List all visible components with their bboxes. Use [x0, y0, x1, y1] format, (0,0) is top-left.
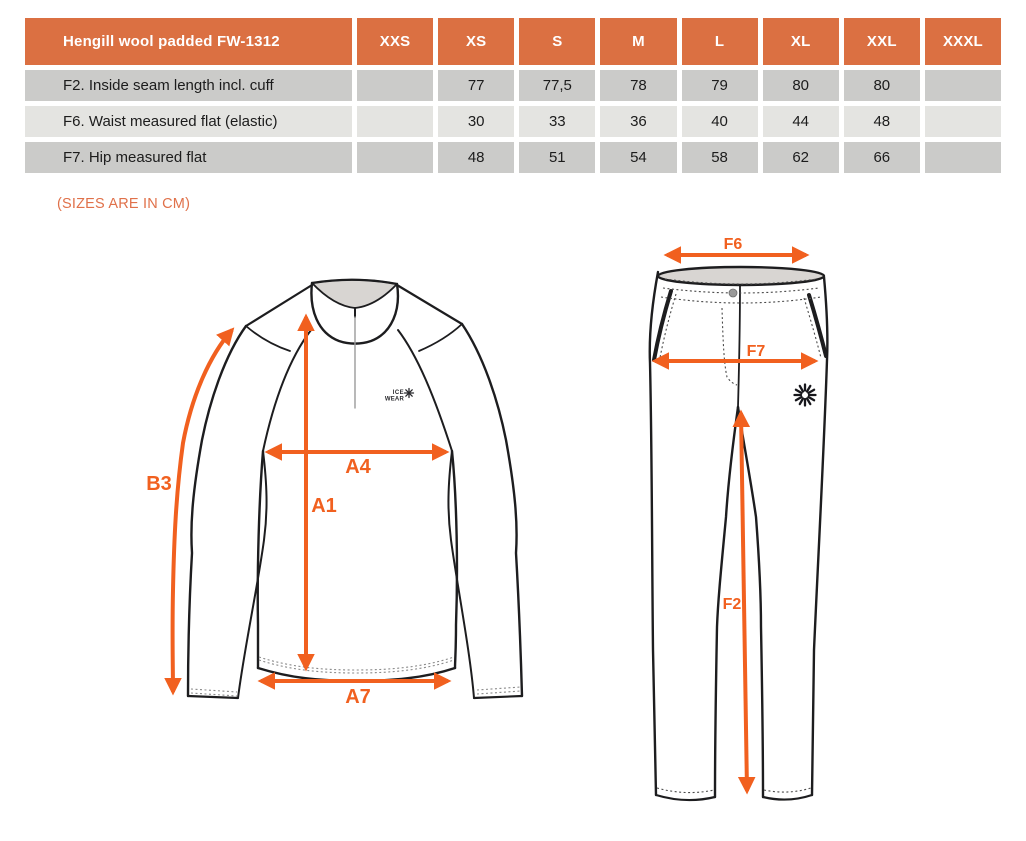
pants-diagram — [610, 230, 870, 830]
size-value-cell: 51 — [519, 142, 595, 173]
waist-button — [729, 289, 737, 297]
arrow-f2 — [741, 413, 747, 791]
sweater-diagram — [140, 240, 560, 720]
left-pocket-opening — [654, 291, 671, 360]
size-value-cell: 80 — [844, 70, 920, 101]
size-column-header-xxs: XXS — [357, 18, 433, 65]
measurement-label: F2. Inside seam length incl. cuff — [25, 70, 352, 101]
size-value-cell: 77,5 — [519, 70, 595, 101]
size-value-cell — [357, 142, 433, 173]
size-value-cell — [925, 142, 1001, 173]
logo-text-wear: WEAR — [384, 396, 404, 403]
size-column-header-xxxl: XXXL — [925, 18, 1001, 65]
size-value-cell: 40 — [682, 106, 758, 137]
logo-text-ice: ICE — [392, 390, 404, 396]
waistband-opening — [658, 267, 824, 285]
size-column-header-xs: XS — [438, 18, 514, 65]
size-value-cell: 80 — [763, 70, 839, 101]
product-name-header: Hengill wool padded FW-1312 — [25, 18, 352, 65]
size-value-cell: 66 — [844, 142, 920, 173]
label-a1: A1 — [311, 495, 337, 517]
arrow-b3 — [173, 330, 232, 692]
snowflake-icon — [405, 389, 414, 398]
size-value-cell: 79 — [682, 70, 758, 101]
snowflake-icon — [795, 385, 816, 406]
label-b3: B3 — [146, 473, 172, 495]
size-column-header-s: S — [519, 18, 595, 65]
size-column-header-l: L — [682, 18, 758, 65]
size-value-cell — [925, 70, 1001, 101]
label-f7: F7 — [746, 343, 766, 360]
size-column-header-xl: XL — [763, 18, 839, 65]
size-value-cell: 54 — [600, 142, 676, 173]
size-value-cell: 77 — [438, 70, 514, 101]
size-value-cell — [357, 106, 433, 137]
pants-outline — [650, 272, 828, 800]
size-value-cell: 48 — [438, 142, 514, 173]
size-chart-table — [25, 18, 1001, 173]
measurement-label: F6. Waist measured flat (elastic) — [25, 106, 352, 137]
size-value-cell: 48 — [844, 106, 920, 137]
units-note: (SIZES ARE IN CM) — [57, 196, 191, 212]
measurement-label: F7. Hip measured flat — [25, 142, 352, 173]
sweater-outline — [188, 280, 522, 698]
size-value-cell: 30 — [438, 106, 514, 137]
size-value-cell: 33 — [519, 106, 595, 137]
size-value-cell: 78 — [600, 70, 676, 101]
size-value-cell: 44 — [763, 106, 839, 137]
size-value-cell — [925, 106, 1001, 137]
size-value-cell: 58 — [682, 142, 758, 173]
right-pocket-opening — [809, 295, 826, 356]
label-a7: A7 — [345, 686, 371, 708]
size-value-cell: 36 — [600, 106, 676, 137]
label-f6: F6 — [723, 236, 743, 253]
size-column-header-xxl: XXL — [844, 18, 920, 65]
size-value-cell — [357, 70, 433, 101]
pants-arrows — [655, 255, 815, 791]
size-column-header-m: M — [600, 18, 676, 65]
label-f2: F2 — [722, 596, 742, 613]
icewear-logo — [385, 389, 414, 403]
size-value-cell: 62 — [763, 142, 839, 173]
label-a4: A4 — [345, 456, 371, 478]
